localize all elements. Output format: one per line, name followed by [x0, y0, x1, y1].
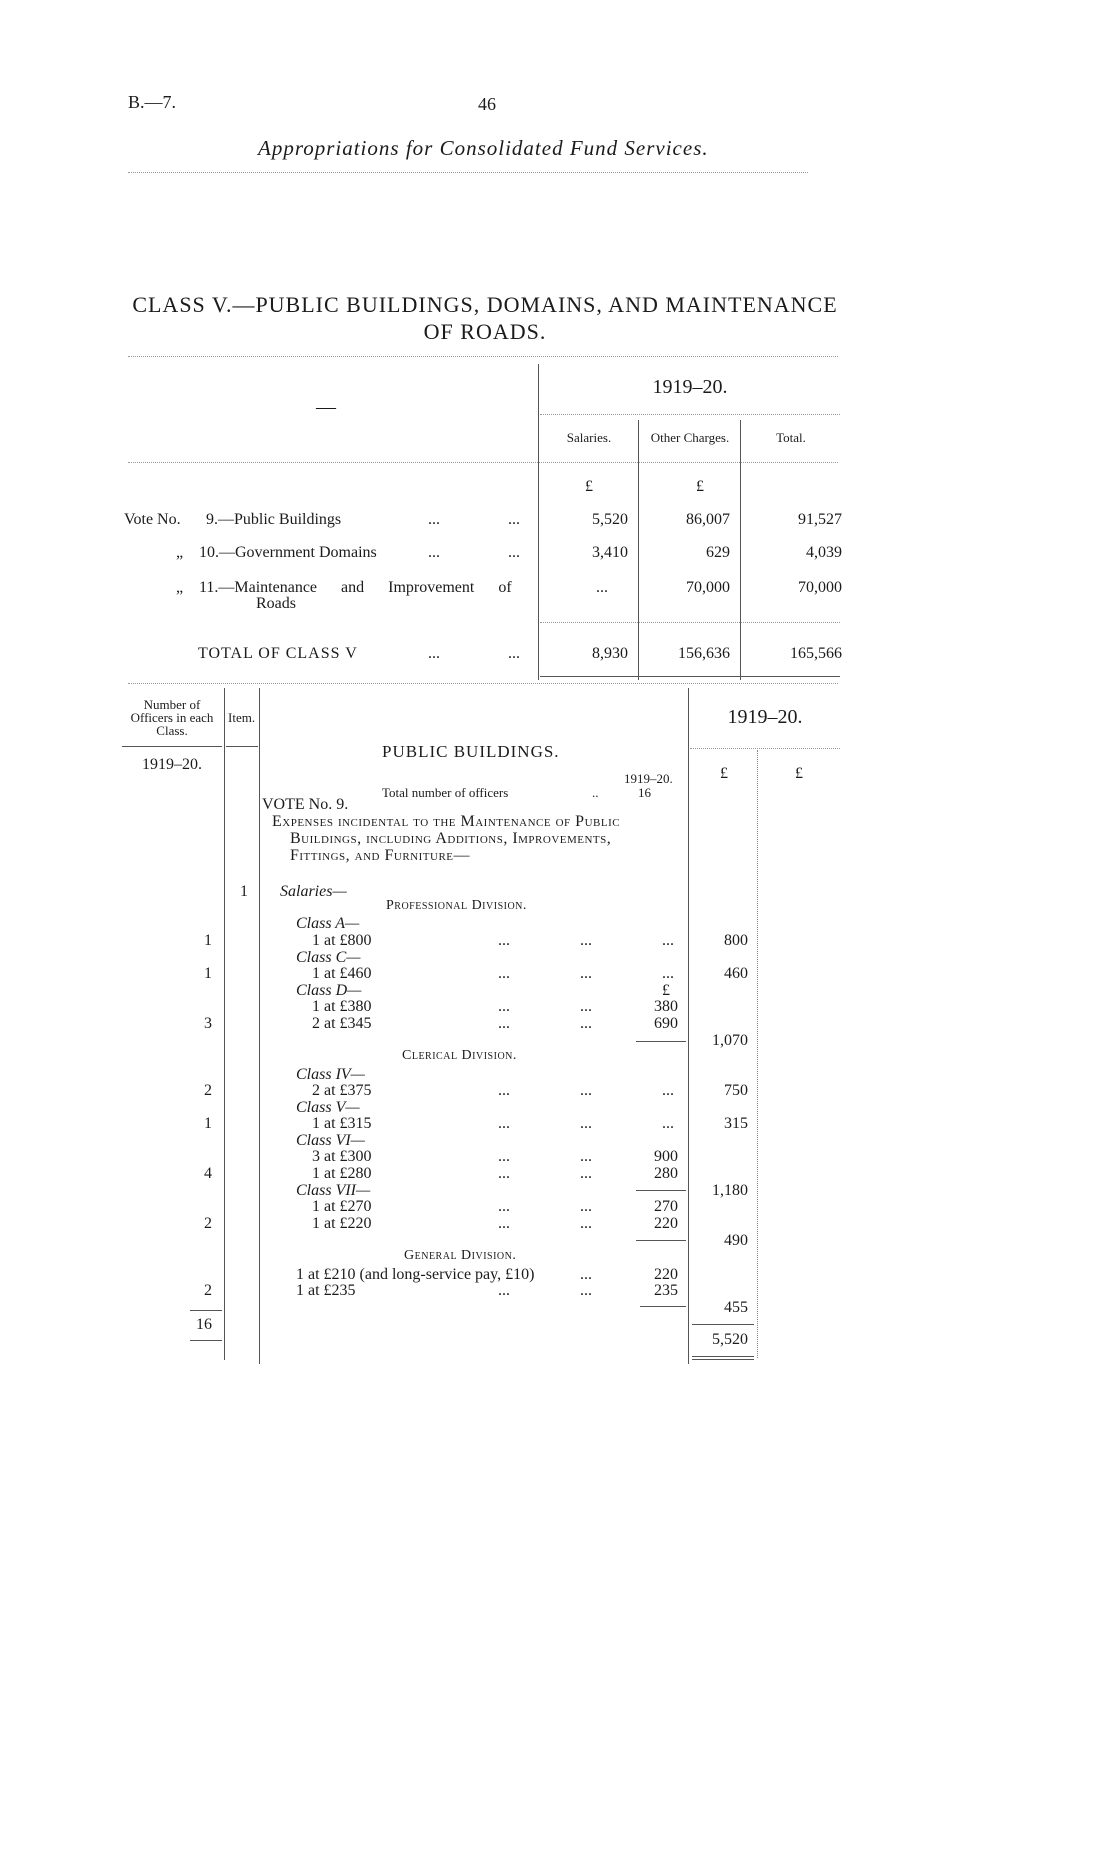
class-title-line2: OF ROADS. [423, 319, 547, 344]
vote-description-line2: Buildings, including Additions, Improvements, [290, 830, 612, 847]
detail-divider-amount1 [688, 688, 689, 1364]
officers-count-year: 1919–20. [624, 771, 673, 786]
detail-currency-1: £ [720, 765, 728, 782]
vote-description-line1: Expenses incidental to the Maintenance of Public [272, 813, 621, 830]
class-label: Class C— [296, 949, 361, 966]
summary-divider-other [740, 420, 741, 680]
document-reference: B.—7. [128, 92, 177, 112]
vote-number: VOTE No. 9. [262, 796, 349, 813]
col-salaries: Salaries. [566, 430, 612, 445]
header-rule [128, 172, 808, 173]
detail-divider-amount2 [757, 750, 758, 1358]
col-number-of-officers: Number of Officers in each Class. [130, 697, 214, 738]
col-other-charges: Other Charges. [650, 430, 730, 445]
running-title: Appropriations for Consolidated Fund Services. [258, 136, 709, 160]
grand-total: 5,520 [712, 1331, 748, 1348]
class-label: Class A— [296, 915, 360, 932]
total-officers-count: 16 [638, 785, 651, 800]
summary-divider-salaries [638, 420, 639, 680]
col-total: Total. [776, 430, 806, 445]
vote-description-line3: Fittings, and Furniture— [290, 847, 471, 864]
subtotal: 455 [724, 1299, 748, 1316]
summary-stub-dash: — [316, 396, 336, 418]
class-label: Class V— [296, 1099, 360, 1116]
professional-division: Professional Division. [386, 898, 527, 913]
class-label: Class VI— [296, 1132, 365, 1149]
currency-salaries: £ [585, 478, 593, 495]
page-number: 46 [478, 94, 496, 114]
general-division: General Division. [404, 1248, 517, 1263]
class-label: Class D— [296, 982, 362, 999]
subtotal: 1,070 [712, 1032, 748, 1049]
detail-year-heading: 1919–20. [727, 706, 803, 728]
clerical-division: Clerical Division. [402, 1048, 517, 1063]
class-label: Class VII— [296, 1182, 371, 1199]
class-title-line1: CLASS V.—PUBLIC BUILDINGS, DOMAINS, AND MAINTENANCE [132, 292, 838, 317]
class-label: Class IV— [296, 1066, 365, 1083]
detail-divider-item [259, 688, 260, 1364]
pound-sign: £ [662, 982, 670, 999]
section-title: PUBLIC BUILDINGS. [382, 742, 560, 761]
item-number: 1 [240, 883, 248, 900]
summary-divider-stub [538, 364, 539, 680]
subtotal: 1,180 [712, 1182, 748, 1199]
detail-currency-2: £ [795, 765, 803, 782]
salaries-heading: Salaries— [280, 883, 347, 900]
detail-divider-officers [224, 688, 225, 1360]
total-officers-label: Total number of officers [382, 785, 509, 800]
officers-year: 1919–20. [142, 756, 202, 773]
subtotal: 490 [724, 1232, 748, 1249]
total-officers: 16 [196, 1316, 212, 1333]
summary-year-heading: 1919–20. [652, 376, 728, 398]
col-item: Item. [228, 710, 256, 725]
currency-other: £ [696, 478, 704, 495]
